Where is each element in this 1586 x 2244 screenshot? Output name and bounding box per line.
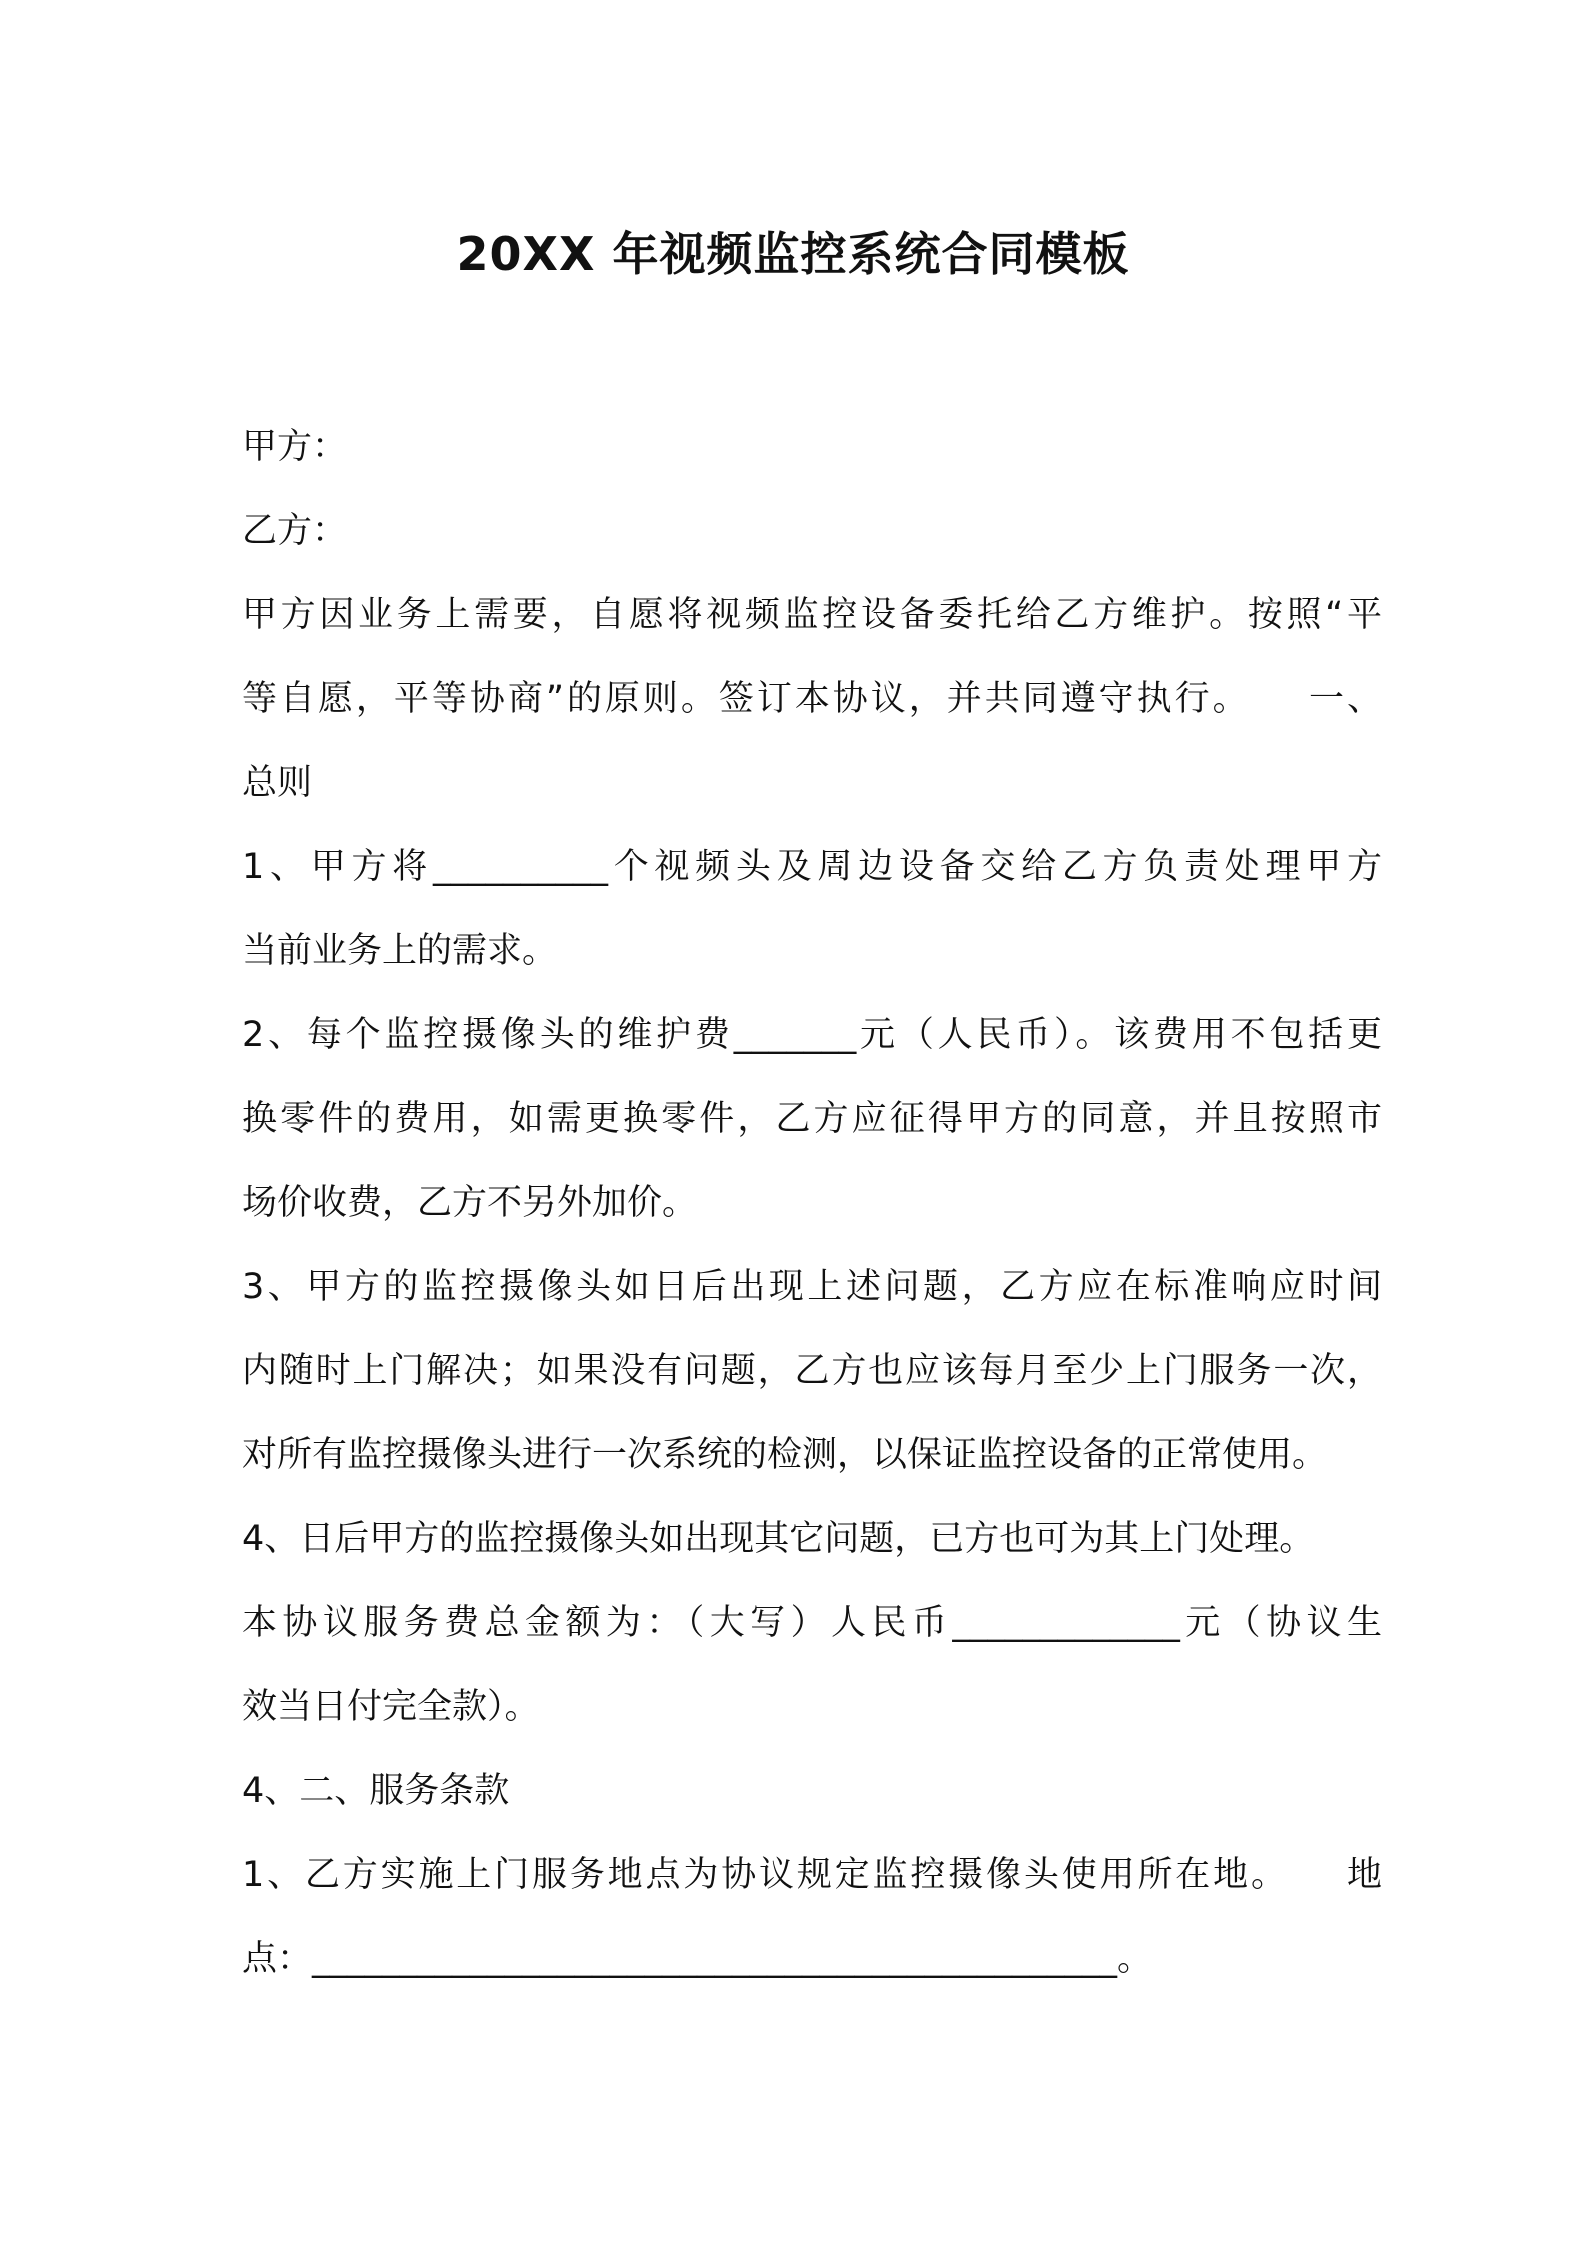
section-service-heading: 4、二、服务条款	[242, 1771, 510, 1811]
clause-1-line-1: 1、甲方将__________个视频头及周边设备交给乙方负责处理甲方	[242, 847, 1382, 887]
document-body	[242, 405, 1382, 2001]
intro-line-2: 等自愿，平等协商”的原则。签订本协议，并共同遵守执行。 一、	[242, 679, 1382, 719]
clause-1-line-2: 当前业务上的需求。	[242, 931, 558, 971]
clause-2-line-2: 换零件的费用，如需更换零件，乙方应征得甲方的同意，并且按照市	[242, 1099, 1382, 1139]
clause-3-line-3: 对所有监控摄像头进行一次系统的检测，以保证监控设备的正常使用。	[242, 1435, 1328, 1475]
clause-2-line-1: 2、每个监控摄像头的维护费_______元（人民币）。该费用不包括更	[242, 1015, 1382, 1055]
document-title: 20XX 年视频监控系统合同模板	[456, 227, 1130, 281]
section-general-heading: 总则	[242, 763, 313, 803]
party-b-line: 乙方：	[242, 511, 348, 551]
fee-total-line-2: 效当日付完全款）。	[242, 1687, 540, 1727]
service-clause-1-line-1: 1、乙方实施上门服务地点为协议规定监控摄像头使用所在地。 地	[242, 1855, 1382, 1895]
intro-line-1: 甲方因业务上需要，自愿将视频监控设备委托给乙方维护。按照“平	[242, 595, 1382, 635]
clause-2-line-3: 场价收费，乙方不另外加价。	[242, 1183, 698, 1223]
fee-total-line-1: 本协议服务费总金额为：（大写）人民币_____________元（协议生	[242, 1603, 1382, 1643]
party-a-line: 甲方：	[242, 427, 348, 467]
clause-3-line-1: 3、甲方的监控摄像头如日后出现上述问题，乙方应在标准响应时间	[242, 1267, 1382, 1307]
service-location-line: 点：______________________________________________。	[242, 1939, 1153, 1979]
clause-3-line-2: 内随时上门解决；如果没有问题，乙方也应该每月至少上门服务一次，	[242, 1351, 1382, 1391]
clause-4-line: 4、日后甲方的监控摄像头如出现其它问题，已方也可为其上门处理。	[242, 1519, 1315, 1559]
